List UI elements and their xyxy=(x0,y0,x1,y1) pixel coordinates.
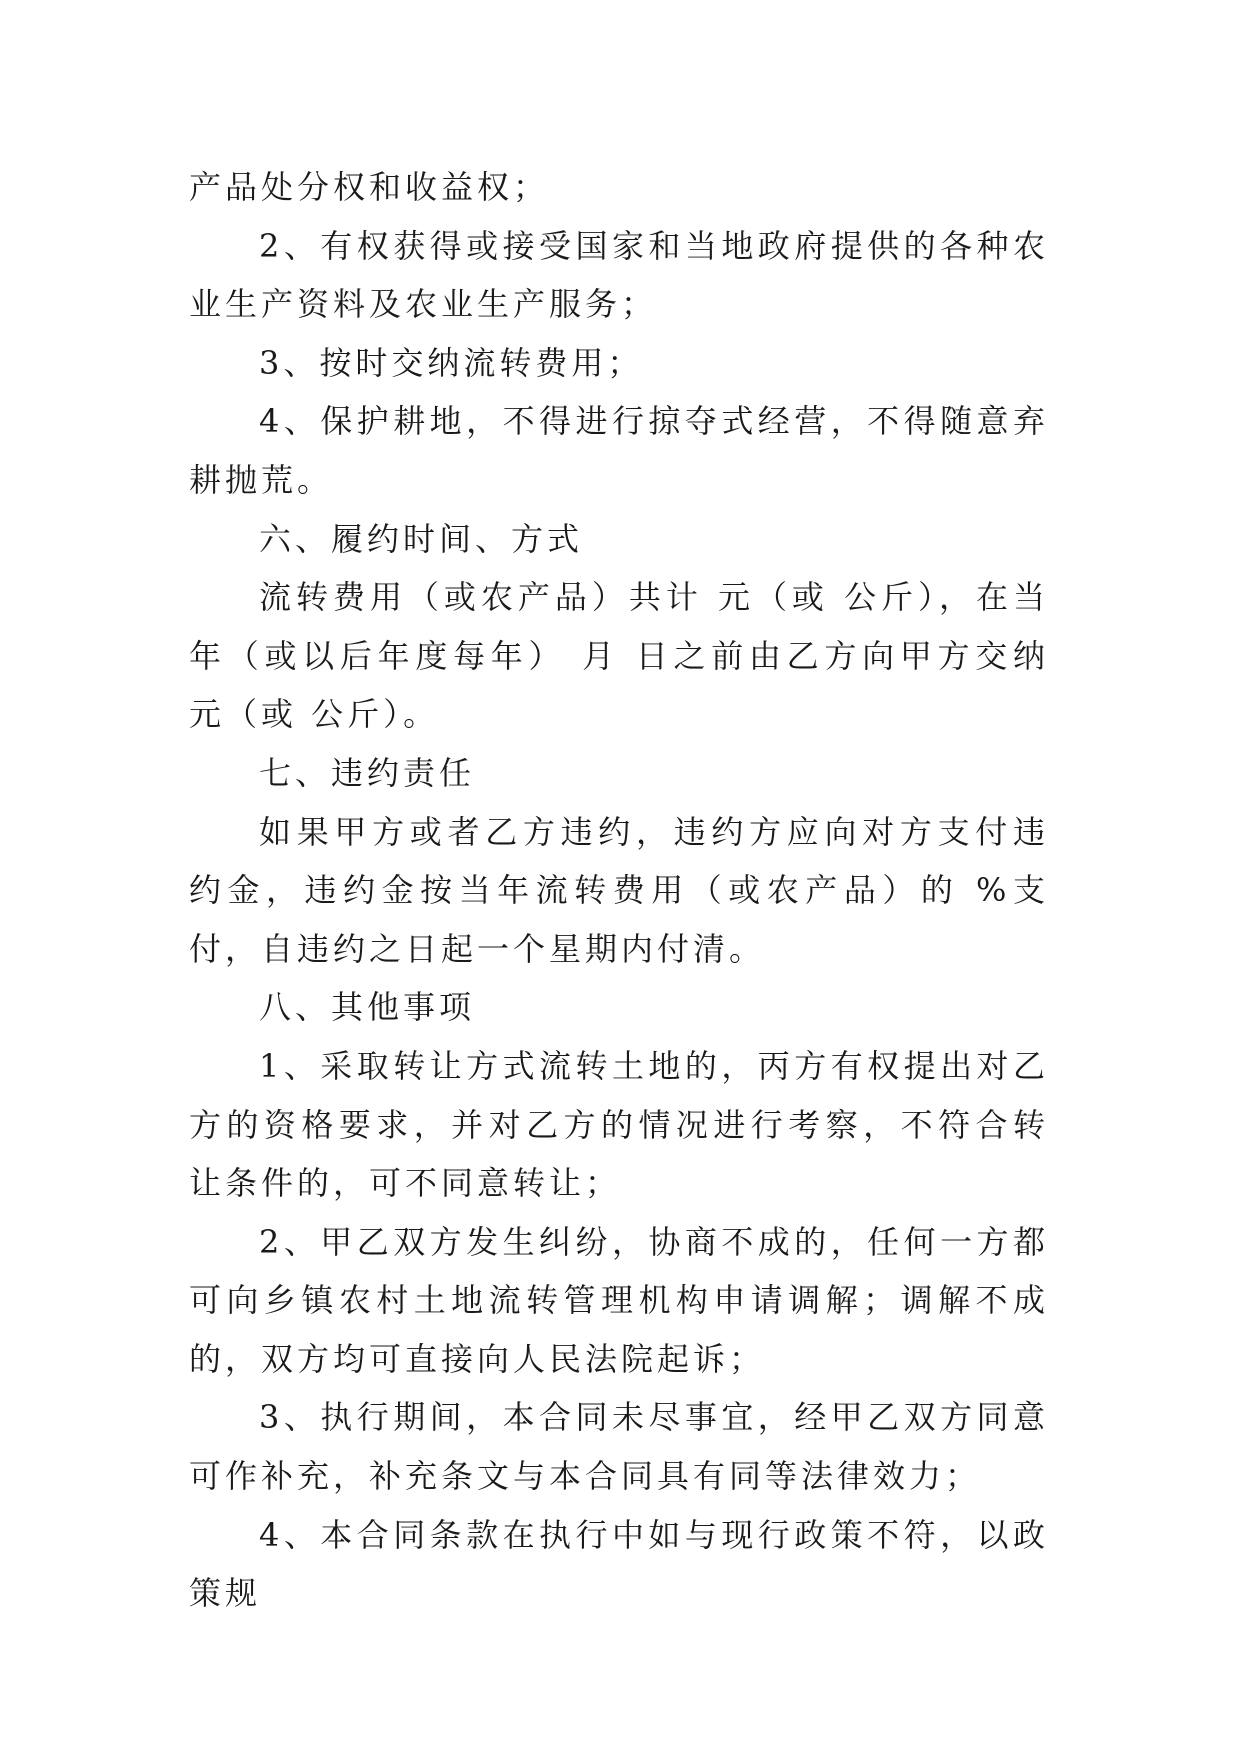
document-body xyxy=(189,158,1049,1623)
paragraph-right-4: 4、保护耕地，不得进行掠夺式经营，不得随意弃耕抛荒。 xyxy=(189,402,1049,499)
section-heading-6: 六、履约时间、方式 xyxy=(259,519,584,558)
paragraph-right-3: 3、按时交纳流转费用； xyxy=(259,343,644,382)
paragraph-other-2: 2、甲乙双方发生纠纷，协商不成的，任何一方都可向乡镇农村土地流转管理机构申请调解；调解不成的，双方均可直接向人民法院起诉； xyxy=(189,1222,1049,1378)
paragraph-other-4: 4、本合同条款在执行中如与现行政策不符，以政策规 xyxy=(189,1515,1049,1613)
section-heading-7: 七、违约责任 xyxy=(259,753,476,792)
paragraph-right-2: 2、有权获得或接受国家和当地政府提供的各种农业生产资料及农业生产服务； xyxy=(189,226,1049,324)
section-heading-8: 八、其他事项 xyxy=(259,988,476,1027)
paragraph-other-1: 1、采取转让方式流转土地的，丙方有权提出对乙方的资格要求，并对乙方的情况进行考察，不符合转让条件的，可不同意转让； xyxy=(189,1046,1049,1203)
paragraph-continuation: 产品处分权和收益权； xyxy=(189,168,550,206)
paragraph-breach-liability: 如果甲方或者乙方违约，违约方应向对方支付违约金，违约金按当年流转费用（或农产品）的 %支付，自违约之日起一个星期内付清。 xyxy=(189,812,1049,968)
paragraph-other-3: 3、执行期间，本合同未尽事宜，经甲乙双方同意可作补充，补充条文与本合同具有同等法律效力； xyxy=(189,1398,1049,1496)
paragraph-payment-terms: 流转费用（或农产品）共计 元（或 公斤），在当年（或以后年度每年） 月 日之前由乙方向甲方交纳 元（或 公斤）。 xyxy=(189,578,1049,734)
